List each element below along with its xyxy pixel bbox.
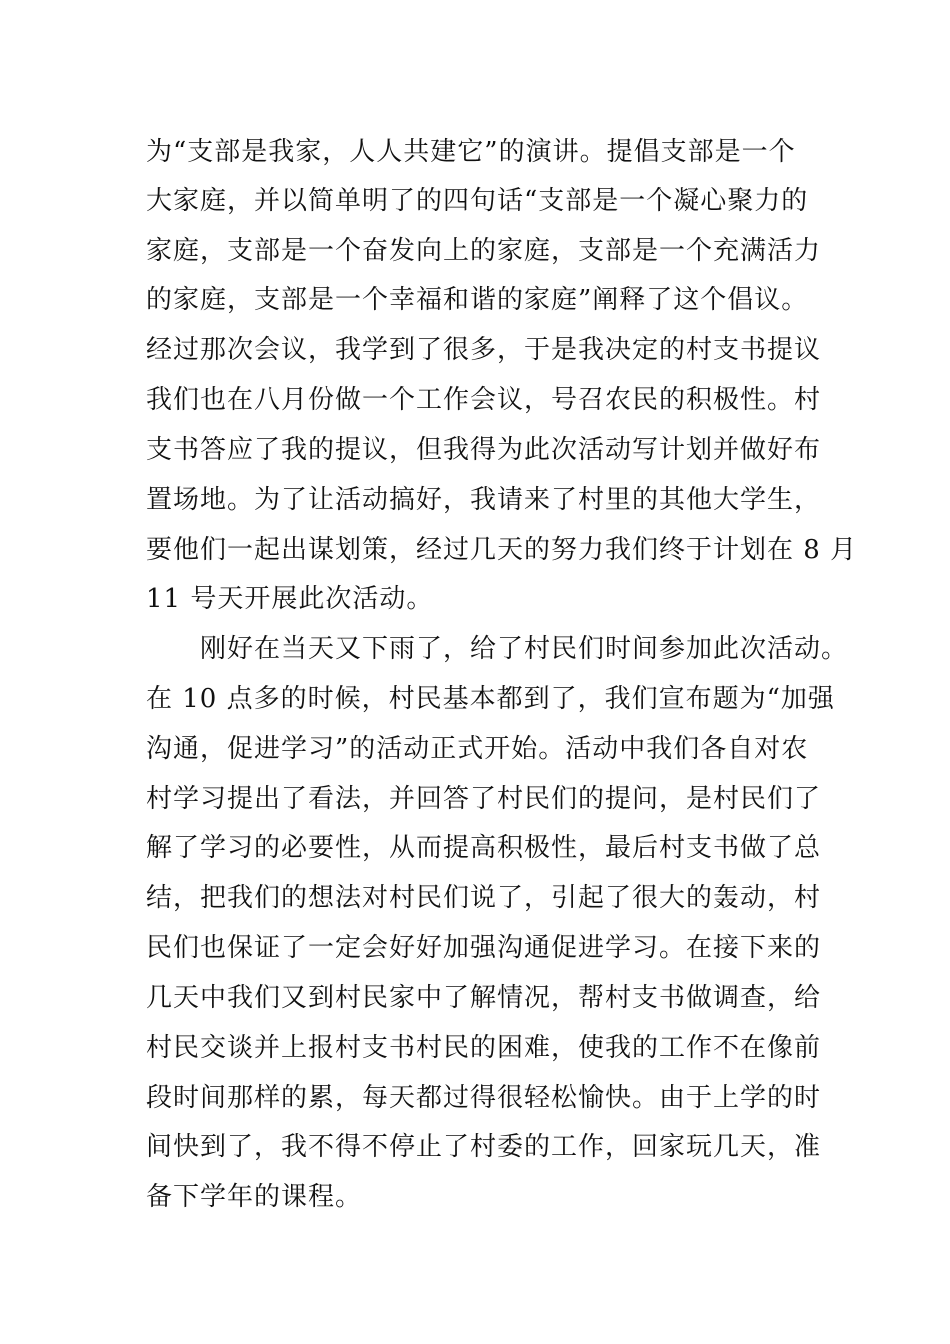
text-line: 村民交谈并上报村支书村民的困难，使我的工作不在像前 bbox=[146, 1033, 822, 1063]
text-line: 几天中我们又到村民家中了解情况，帮村支书做调查，给 bbox=[146, 983, 822, 1013]
text-line: 在 10 点多的时候，村民基本都到了，我们宣布题为“加强 bbox=[146, 684, 835, 714]
text-line: 置场地。为了让活动搞好，我请来了村里的其他大学生， bbox=[146, 485, 822, 515]
text-line: 备下学年的课程。 bbox=[146, 1182, 363, 1212]
text-line: 民们也保证了一定会好好加强沟通促进学习。在接下来的 bbox=[146, 933, 822, 963]
text-line: 沟通，促进学习”的活动正式开始。活动中我们各自对农 bbox=[146, 734, 809, 764]
text-line: 段时间那样的累，每天都过得很轻松愉快。由于上学的时 bbox=[146, 1083, 822, 1113]
text-line: 大家庭，并以简单明了的四句话“支部是一个凝心聚力的 bbox=[146, 186, 809, 216]
text-line: 解了学习的必要性，从而提高积极性，最后村支书做了总 bbox=[146, 833, 822, 863]
paragraph-first-line: 刚好在当天又下雨了，给了村民们时间参加此次活动。 bbox=[200, 634, 849, 664]
text-line: 间快到了，我不得不停止了村委的工作，回家玩几天，准 bbox=[146, 1132, 822, 1162]
text-line: 村学习提出了看法，并回答了村民们的提问，是村民们了 bbox=[146, 784, 822, 814]
text-line: 要他们一起出谋划策，经过几天的努力我们终于计划在 8 月 bbox=[146, 535, 858, 565]
text-line: 11 号天开展此次活动。 bbox=[146, 584, 434, 614]
text-line: 家庭，支部是一个奋发向上的家庭，支部是一个充满活力 bbox=[146, 236, 822, 266]
text-line: 结，把我们的想法对村民们说了，引起了很大的轰动，村 bbox=[146, 883, 822, 913]
text-line: 为“支部是我家，人人共建它”的演讲。提倡支部是一个 bbox=[146, 137, 796, 167]
text-line: 我们也在八月份做一个工作会议，号召农民的积极性。村 bbox=[146, 385, 822, 415]
text-line: 的家庭，支部是一个幸福和谐的家庭”阐释了这个倡议。 bbox=[146, 285, 809, 315]
text-line: 经过那次会议，我学到了很多，于是我决定的村支书提议 bbox=[146, 335, 822, 365]
text-line: 支书答应了我的提议，但我得为此次活动写计划并做好布 bbox=[146, 435, 822, 465]
